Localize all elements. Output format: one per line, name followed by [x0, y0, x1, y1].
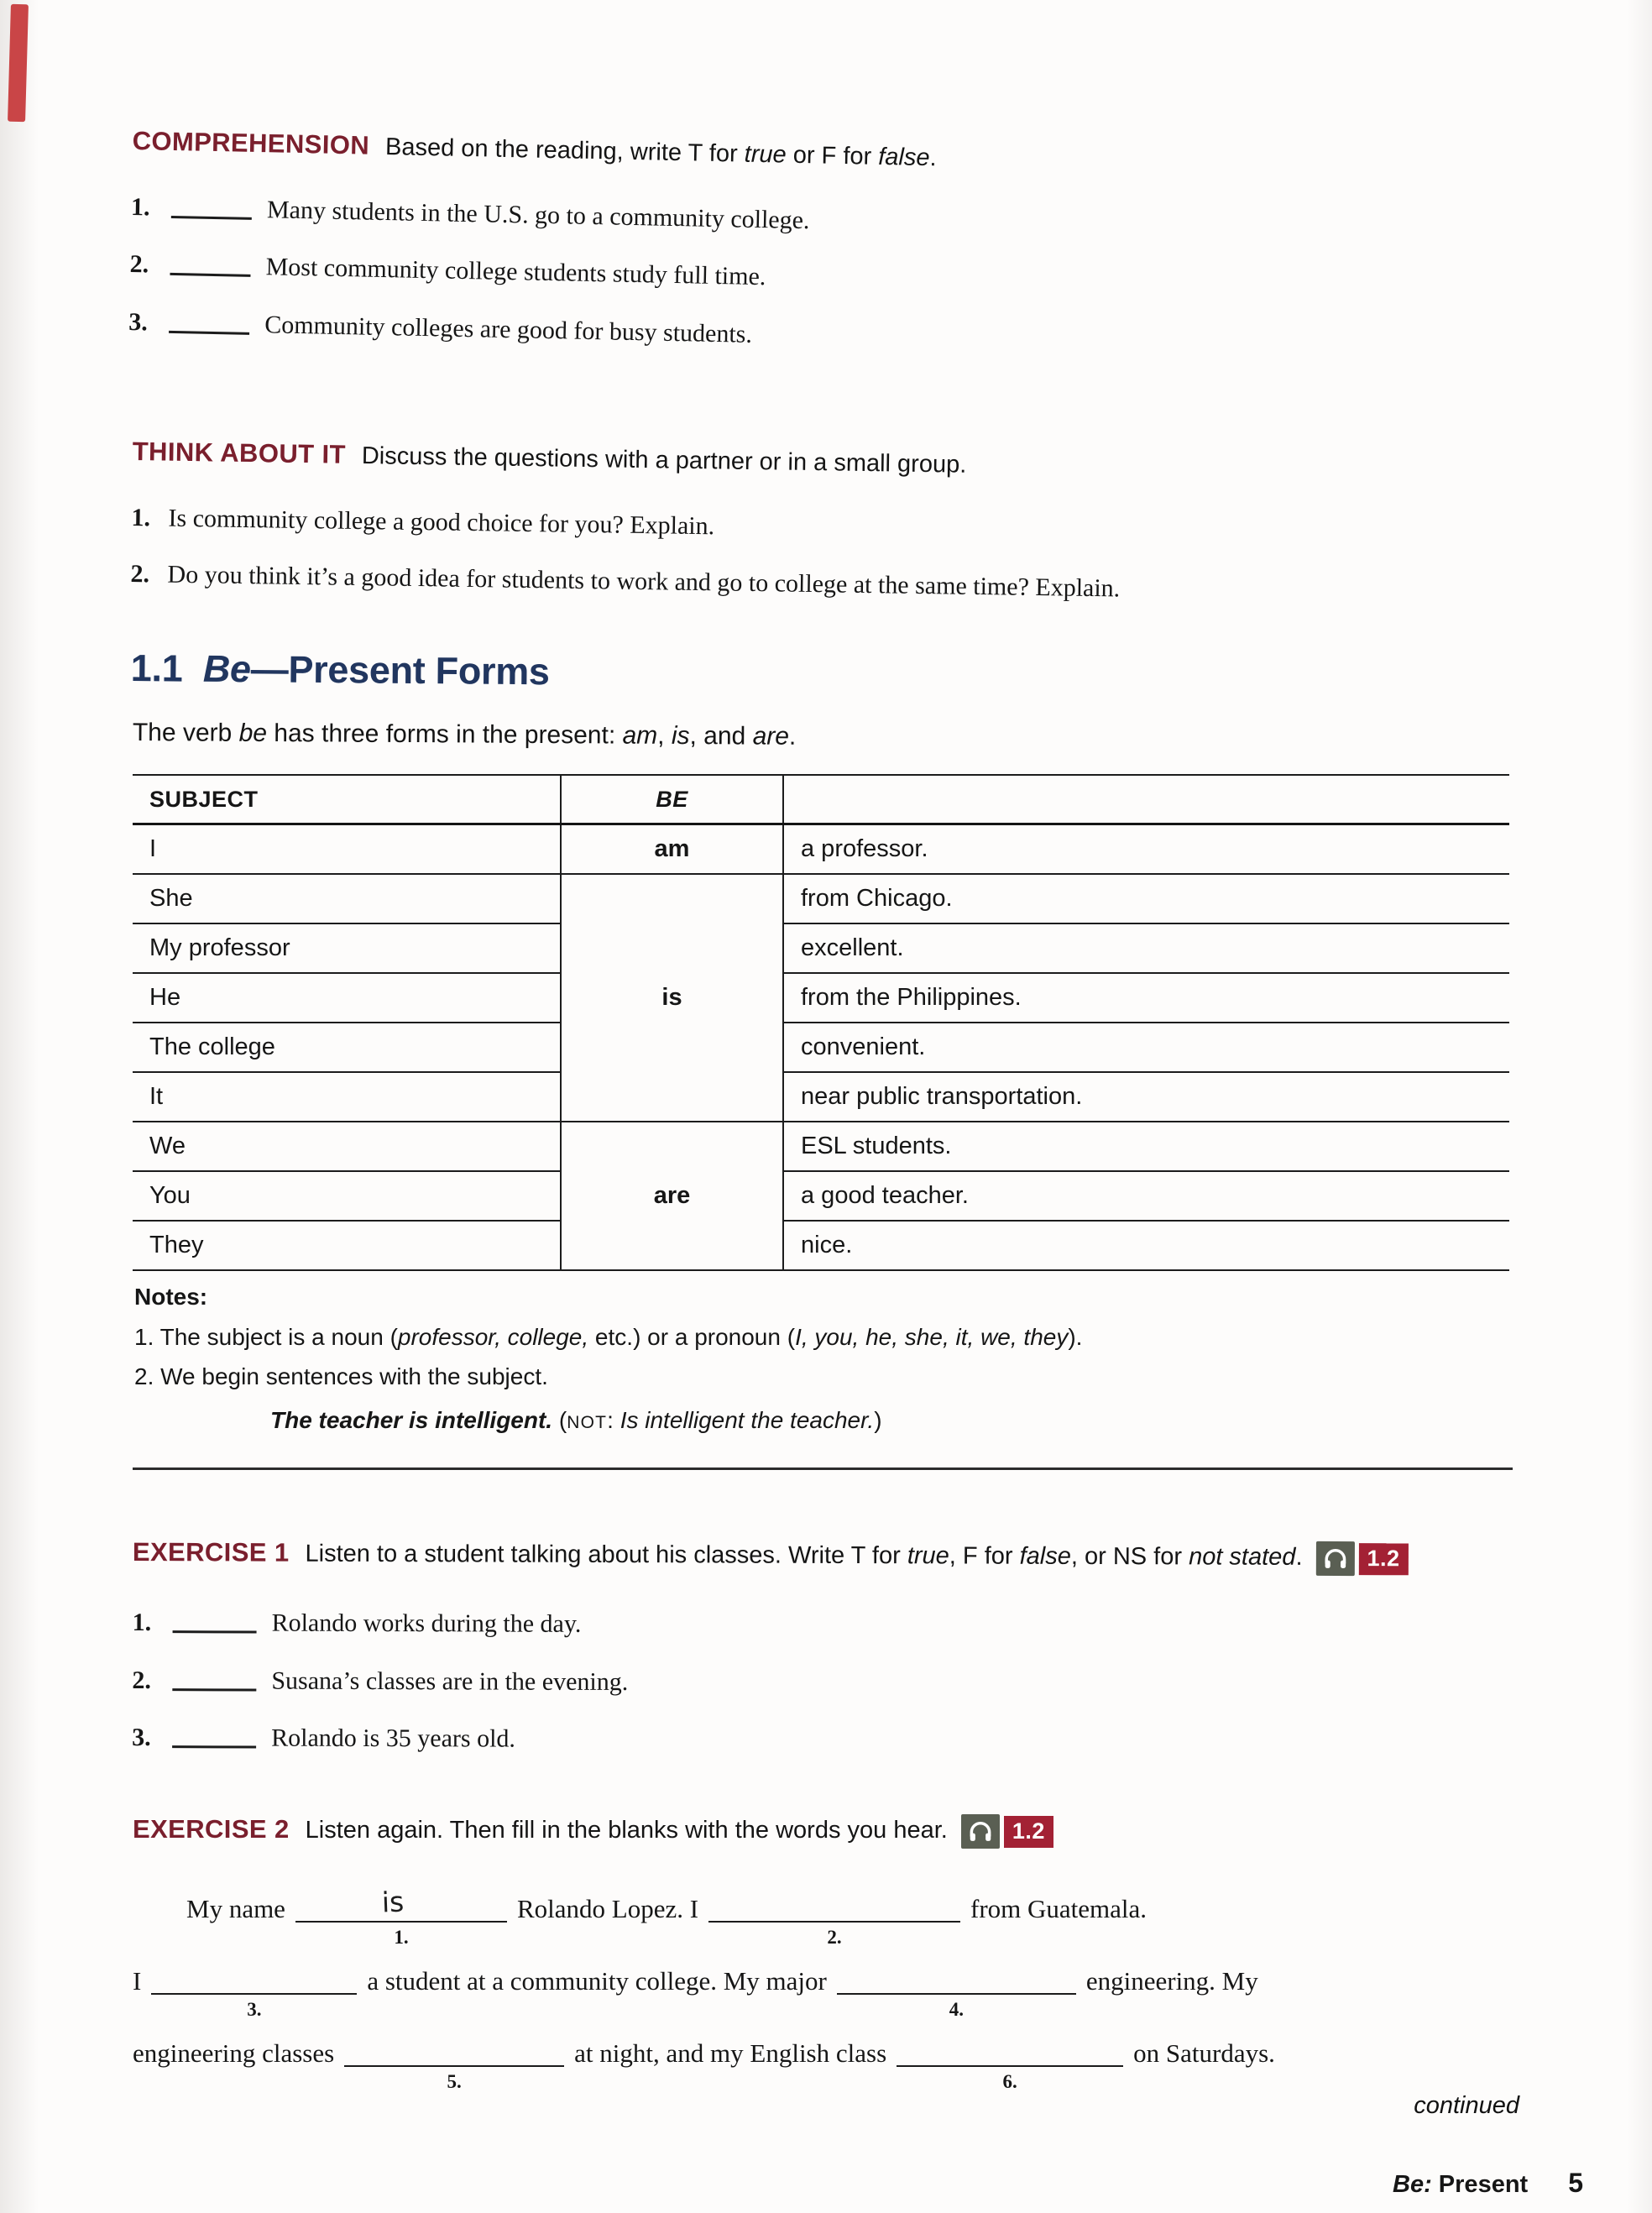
footer-section-italic: Be:	[1393, 2171, 1432, 2198]
text-segment: a student at a community college. My major	[367, 1965, 827, 1996]
text-segment: (	[552, 1406, 567, 1433]
complement-cell: a good teacher.	[783, 1171, 1509, 1221]
text-segment: :	[607, 1406, 620, 1433]
text-segment: engineering. My	[1085, 1965, 1258, 1996]
blank-number: 2.	[827, 1926, 842, 1948]
page-left-edge-shadow	[0, 0, 39, 2213]
text-segment: The verb	[132, 719, 239, 747]
headphones-icon	[961, 1814, 1000, 1849]
example-correct: The teacher is intelligent.	[270, 1406, 553, 1433]
exercise-1-item	[132, 1664, 1542, 1700]
headphones-icon	[1315, 1541, 1354, 1576]
footer-section-label	[1393, 2171, 1528, 2199]
blank-number: 5.	[447, 2070, 462, 2092]
text-segment: Rolando Lopez. I	[516, 1893, 699, 1923]
text-segment: My name	[186, 1893, 285, 1923]
text-segment: , or NS for	[1070, 1542, 1189, 1570]
exercise-1-item	[133, 1607, 1543, 1643]
fill-blank-3[interactable]	[151, 1967, 357, 2020]
italic-term: be	[238, 719, 268, 747]
item-text: Susana’s classes are in the evening.	[271, 1666, 629, 1696]
red-bookmark-mark	[8, 4, 29, 123]
complement-cell: near public transportation.	[783, 1072, 1509, 1122]
answer-blank[interactable]	[170, 252, 251, 277]
italic-term: are	[752, 722, 790, 751]
italic-term: not stated	[1189, 1542, 1296, 1571]
text-segment: 1. The subject is a noun (	[134, 1323, 398, 1350]
italic-term: is	[671, 721, 690, 751]
item-number: 3.	[128, 307, 149, 337]
item-number: 2.	[129, 250, 149, 279]
notes-heading: Notes:	[134, 1284, 208, 1310]
column-header-complement	[783, 775, 1509, 824]
be-cell: is	[561, 874, 783, 1122]
be-present-table	[133, 774, 1509, 1271]
text-segment: , F for	[949, 1541, 1020, 1570]
paragraph-line	[133, 2038, 1543, 2092]
notes-block	[134, 1283, 1519, 1434]
be-cell: are	[561, 1122, 783, 1270]
item-text: Community colleges are good for busy students.	[264, 310, 753, 348]
exercise-2-header	[133, 1807, 1543, 1845]
item-text: Rolando works during the day.	[271, 1609, 582, 1639]
item-text: Is community college a good choice for you? Explain.	[168, 504, 715, 541]
comprehension-section	[128, 126, 1521, 391]
page-footer	[1393, 2168, 1583, 2199]
exercise-2-section	[133, 1807, 1543, 2111]
fill-in-paragraph	[133, 1885, 1543, 2092]
item-text: Many students in the U.S. go to a community college.	[266, 195, 810, 234]
blank-number: 4.	[949, 1998, 964, 2020]
complement-cell: from the Philippines.	[783, 973, 1509, 1023]
comprehension-item	[129, 249, 1519, 308]
subject-cell: He	[133, 973, 561, 1023]
subject-cell: They	[133, 1221, 561, 1270]
answer-blank[interactable]	[169, 309, 250, 334]
text-segment: , and	[689, 722, 753, 751]
italic-term: am	[622, 721, 658, 750]
complement-cell: a professor.	[783, 824, 1509, 875]
answer-blank[interactable]	[172, 1666, 256, 1691]
text-segment: ).	[1068, 1323, 1083, 1350]
blank-number: 1.	[394, 1926, 409, 1948]
item-number: 1.	[130, 192, 150, 222]
unit-section-heading	[131, 646, 550, 693]
note-1	[134, 1323, 1519, 1352]
complement-cell: nice.	[783, 1221, 1509, 1270]
paragraph-line	[186, 1885, 1543, 1948]
table-row	[133, 1072, 1509, 1122]
table-row	[133, 874, 1509, 923]
table-header-row	[133, 775, 1509, 824]
item-number: 2.	[132, 1666, 151, 1694]
item-number: 1.	[131, 504, 151, 532]
unit-number: 1.1	[130, 646, 183, 690]
subject-cell: You	[133, 1171, 561, 1221]
think-about-it-section	[130, 437, 1522, 636]
table-row	[133, 1122, 1509, 1171]
subject-cell: The college	[133, 1023, 561, 1072]
item-number: 2.	[130, 560, 150, 589]
column-header-subject: SUBJECT	[133, 775, 561, 824]
example-sentence	[270, 1406, 1519, 1435]
text-segment: on Saturdays.	[1133, 2038, 1275, 2068]
complement-cell: excellent.	[783, 923, 1509, 973]
subject-cell: We	[133, 1122, 561, 1171]
audio-track-badge: 1.2	[1358, 1543, 1408, 1575]
text-segment: etc.) or a pronoun (	[588, 1323, 796, 1350]
think-about-it-heading: THINK ABOUT IT	[132, 437, 347, 469]
italic-term: I, you, he, she, it, we, they	[795, 1323, 1069, 1350]
text-segment: )	[874, 1406, 882, 1433]
complement-cell: ESL students.	[783, 1122, 1509, 1171]
text-segment: from Guatemala.	[970, 1893, 1148, 1923]
italic-term: false	[1019, 1542, 1071, 1570]
text-segment: Listen to a student talking about his classes. Write T for	[305, 1540, 907, 1569]
exercise-1-item	[132, 1722, 1542, 1758]
table-row	[133, 824, 1509, 875]
audio-tag	[961, 1814, 1053, 1849]
column-header-be: BE	[561, 775, 783, 824]
be-cell: am	[561, 824, 783, 875]
answer-blank[interactable]	[172, 1724, 256, 1749]
item-text: Do you think it’s a good idea for students to work and go to college at the same time? Explain.	[167, 560, 1121, 603]
comprehension-item	[128, 306, 1518, 365]
item-number: 1.	[132, 1609, 152, 1637]
text-segment: at night, and my English class	[574, 2038, 887, 2068]
handwritten-answer: is	[380, 1885, 405, 1919]
text-segment: .	[929, 144, 937, 172]
blank-number: 6.	[1002, 2070, 1017, 2092]
complement-cell: convenient.	[783, 1023, 1509, 1072]
continued-label: continued	[1414, 2092, 1519, 2119]
text-segment: I	[133, 1965, 142, 1996]
answer-blank[interactable]	[171, 194, 253, 219]
note-2: 2. We begin sentences with the subject.	[134, 1363, 548, 1390]
fill-blank-1[interactable]	[295, 1885, 507, 1948]
italic-term: true	[907, 1541, 949, 1569]
example-wrong: Is intelligent the teacher.	[620, 1406, 875, 1433]
complement-cell: from Chicago.	[783, 874, 1509, 923]
not-label: NOT	[567, 1412, 608, 1432]
unit-title-rest: —Present Forms	[250, 647, 550, 693]
blank-number: 3.	[247, 1998, 262, 2020]
italic-term: professor, college,	[397, 1323, 589, 1350]
page-number: 5	[1568, 2168, 1583, 2198]
item-text: Most community college students study full time.	[265, 253, 766, 291]
exercise-2-instruction: Listen again. Then fill in the blanks with the words you hear.	[305, 1816, 948, 1844]
italic-term: false	[877, 143, 930, 172]
discussion-item	[130, 559, 1519, 610]
footer-section-rest: Present	[1431, 2171, 1529, 2198]
table-row	[133, 1023, 1509, 1072]
fill-blank-2[interactable]	[708, 1895, 960, 1948]
exercise-1-heading: EXERCISE 1	[132, 1536, 290, 1567]
fill-blank-4[interactable]	[837, 1967, 1076, 2020]
paragraph-line	[133, 1965, 1543, 2020]
italic-term: true	[744, 140, 787, 169]
audio-track-badge: 1.2	[1004, 1816, 1053, 1848]
text-segment: has three forms in the present:	[266, 719, 623, 750]
comprehension-heading: COMPREHENSION	[132, 126, 370, 160]
unit-intro-text	[133, 719, 797, 751]
unit-title-italic: Be	[202, 646, 251, 691]
text-segment: engineering classes	[133, 2038, 335, 2068]
exercise-1-header	[133, 1530, 1543, 1573]
subject-cell: I	[133, 824, 561, 875]
table-row	[133, 1221, 1509, 1270]
item-text: Rolando is 35 years old.	[271, 1724, 516, 1753]
exercise-1-instruction	[305, 1538, 1302, 1572]
fill-blank-5[interactable]	[344, 2039, 564, 2092]
subject-cell: It	[133, 1072, 561, 1122]
table-row	[133, 973, 1509, 1023]
section-divider-rule	[133, 1467, 1513, 1470]
answer-blank[interactable]	[173, 1609, 257, 1634]
table-row	[133, 1171, 1509, 1221]
text-segment: or F for	[786, 141, 879, 170]
text-segment: Based on the reading, write T for	[384, 133, 745, 168]
audio-tag	[1315, 1541, 1408, 1576]
subject-cell: She	[133, 874, 561, 923]
text-segment: .	[788, 722, 797, 751]
text-segment: ,	[657, 721, 672, 750]
page-right-edge-shadow	[1627, 0, 1652, 2213]
item-number: 3.	[132, 1724, 151, 1752]
fill-blank-6[interactable]	[897, 2039, 1123, 2092]
table-row	[133, 923, 1509, 973]
exercise-1-section	[132, 1530, 1543, 1784]
think-about-it-instruction: Discuss the questions with a partner or in a small group.	[361, 442, 967, 479]
exercise-2-heading: EXERCISE 2	[133, 1813, 290, 1844]
text-segment: .	[1295, 1543, 1303, 1571]
subject-cell: My professor	[133, 923, 561, 973]
